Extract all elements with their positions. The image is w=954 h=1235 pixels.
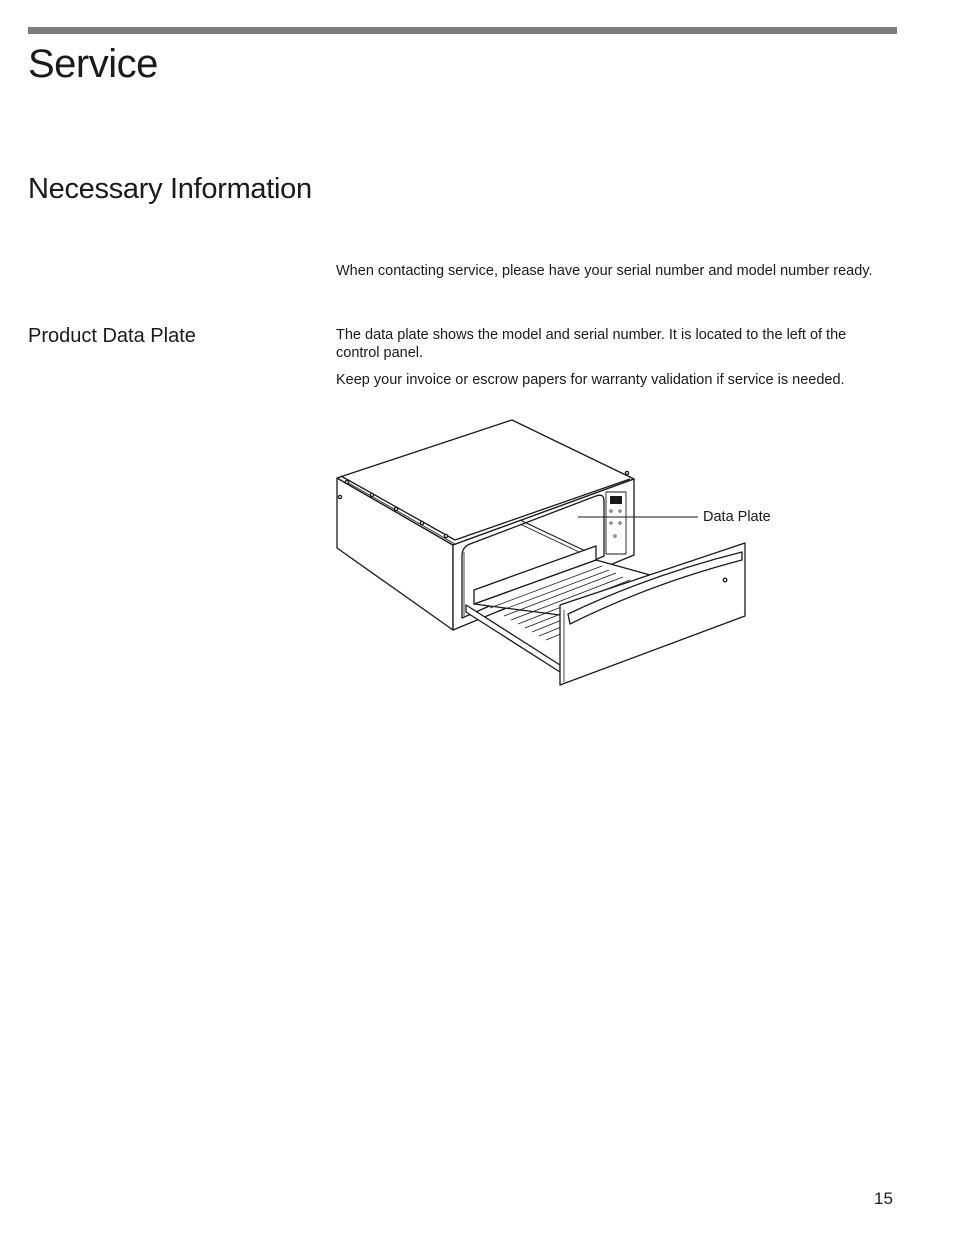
drawer-indicator bbox=[723, 578, 727, 582]
data-plate-callout-label: Data Plate bbox=[703, 509, 771, 525]
rivet bbox=[370, 493, 373, 496]
top-rule bbox=[28, 27, 897, 34]
control-display bbox=[610, 496, 622, 504]
section-heading: Necessary Information bbox=[28, 173, 312, 205]
warming-drawer-illustration bbox=[332, 415, 752, 690]
rivet bbox=[420, 521, 423, 524]
intro-paragraph: When contacting service, please have your serial number and model number ready. bbox=[336, 263, 873, 279]
rivet bbox=[394, 507, 397, 510]
drawer-left-rail bbox=[466, 605, 560, 672]
control-button bbox=[610, 522, 612, 524]
subsection-heading: Product Data Plate bbox=[28, 325, 196, 347]
control-button bbox=[610, 510, 612, 512]
page-number: 15 bbox=[874, 1189, 893, 1208]
rivet bbox=[338, 495, 341, 498]
data-plate-paragraph: The data plate shows the model and serial number. It is located to the left of the control panel. bbox=[336, 327, 847, 361]
control-button bbox=[619, 522, 621, 524]
rivet bbox=[625, 471, 628, 474]
page-title: Service bbox=[28, 42, 158, 86]
invoice-paragraph: Keep your invoice or escrow papers for warranty validation if service is needed. bbox=[336, 372, 845, 388]
control-button bbox=[619, 510, 621, 512]
rivet bbox=[444, 534, 447, 537]
control-button bbox=[614, 535, 616, 537]
rivet bbox=[345, 480, 348, 483]
